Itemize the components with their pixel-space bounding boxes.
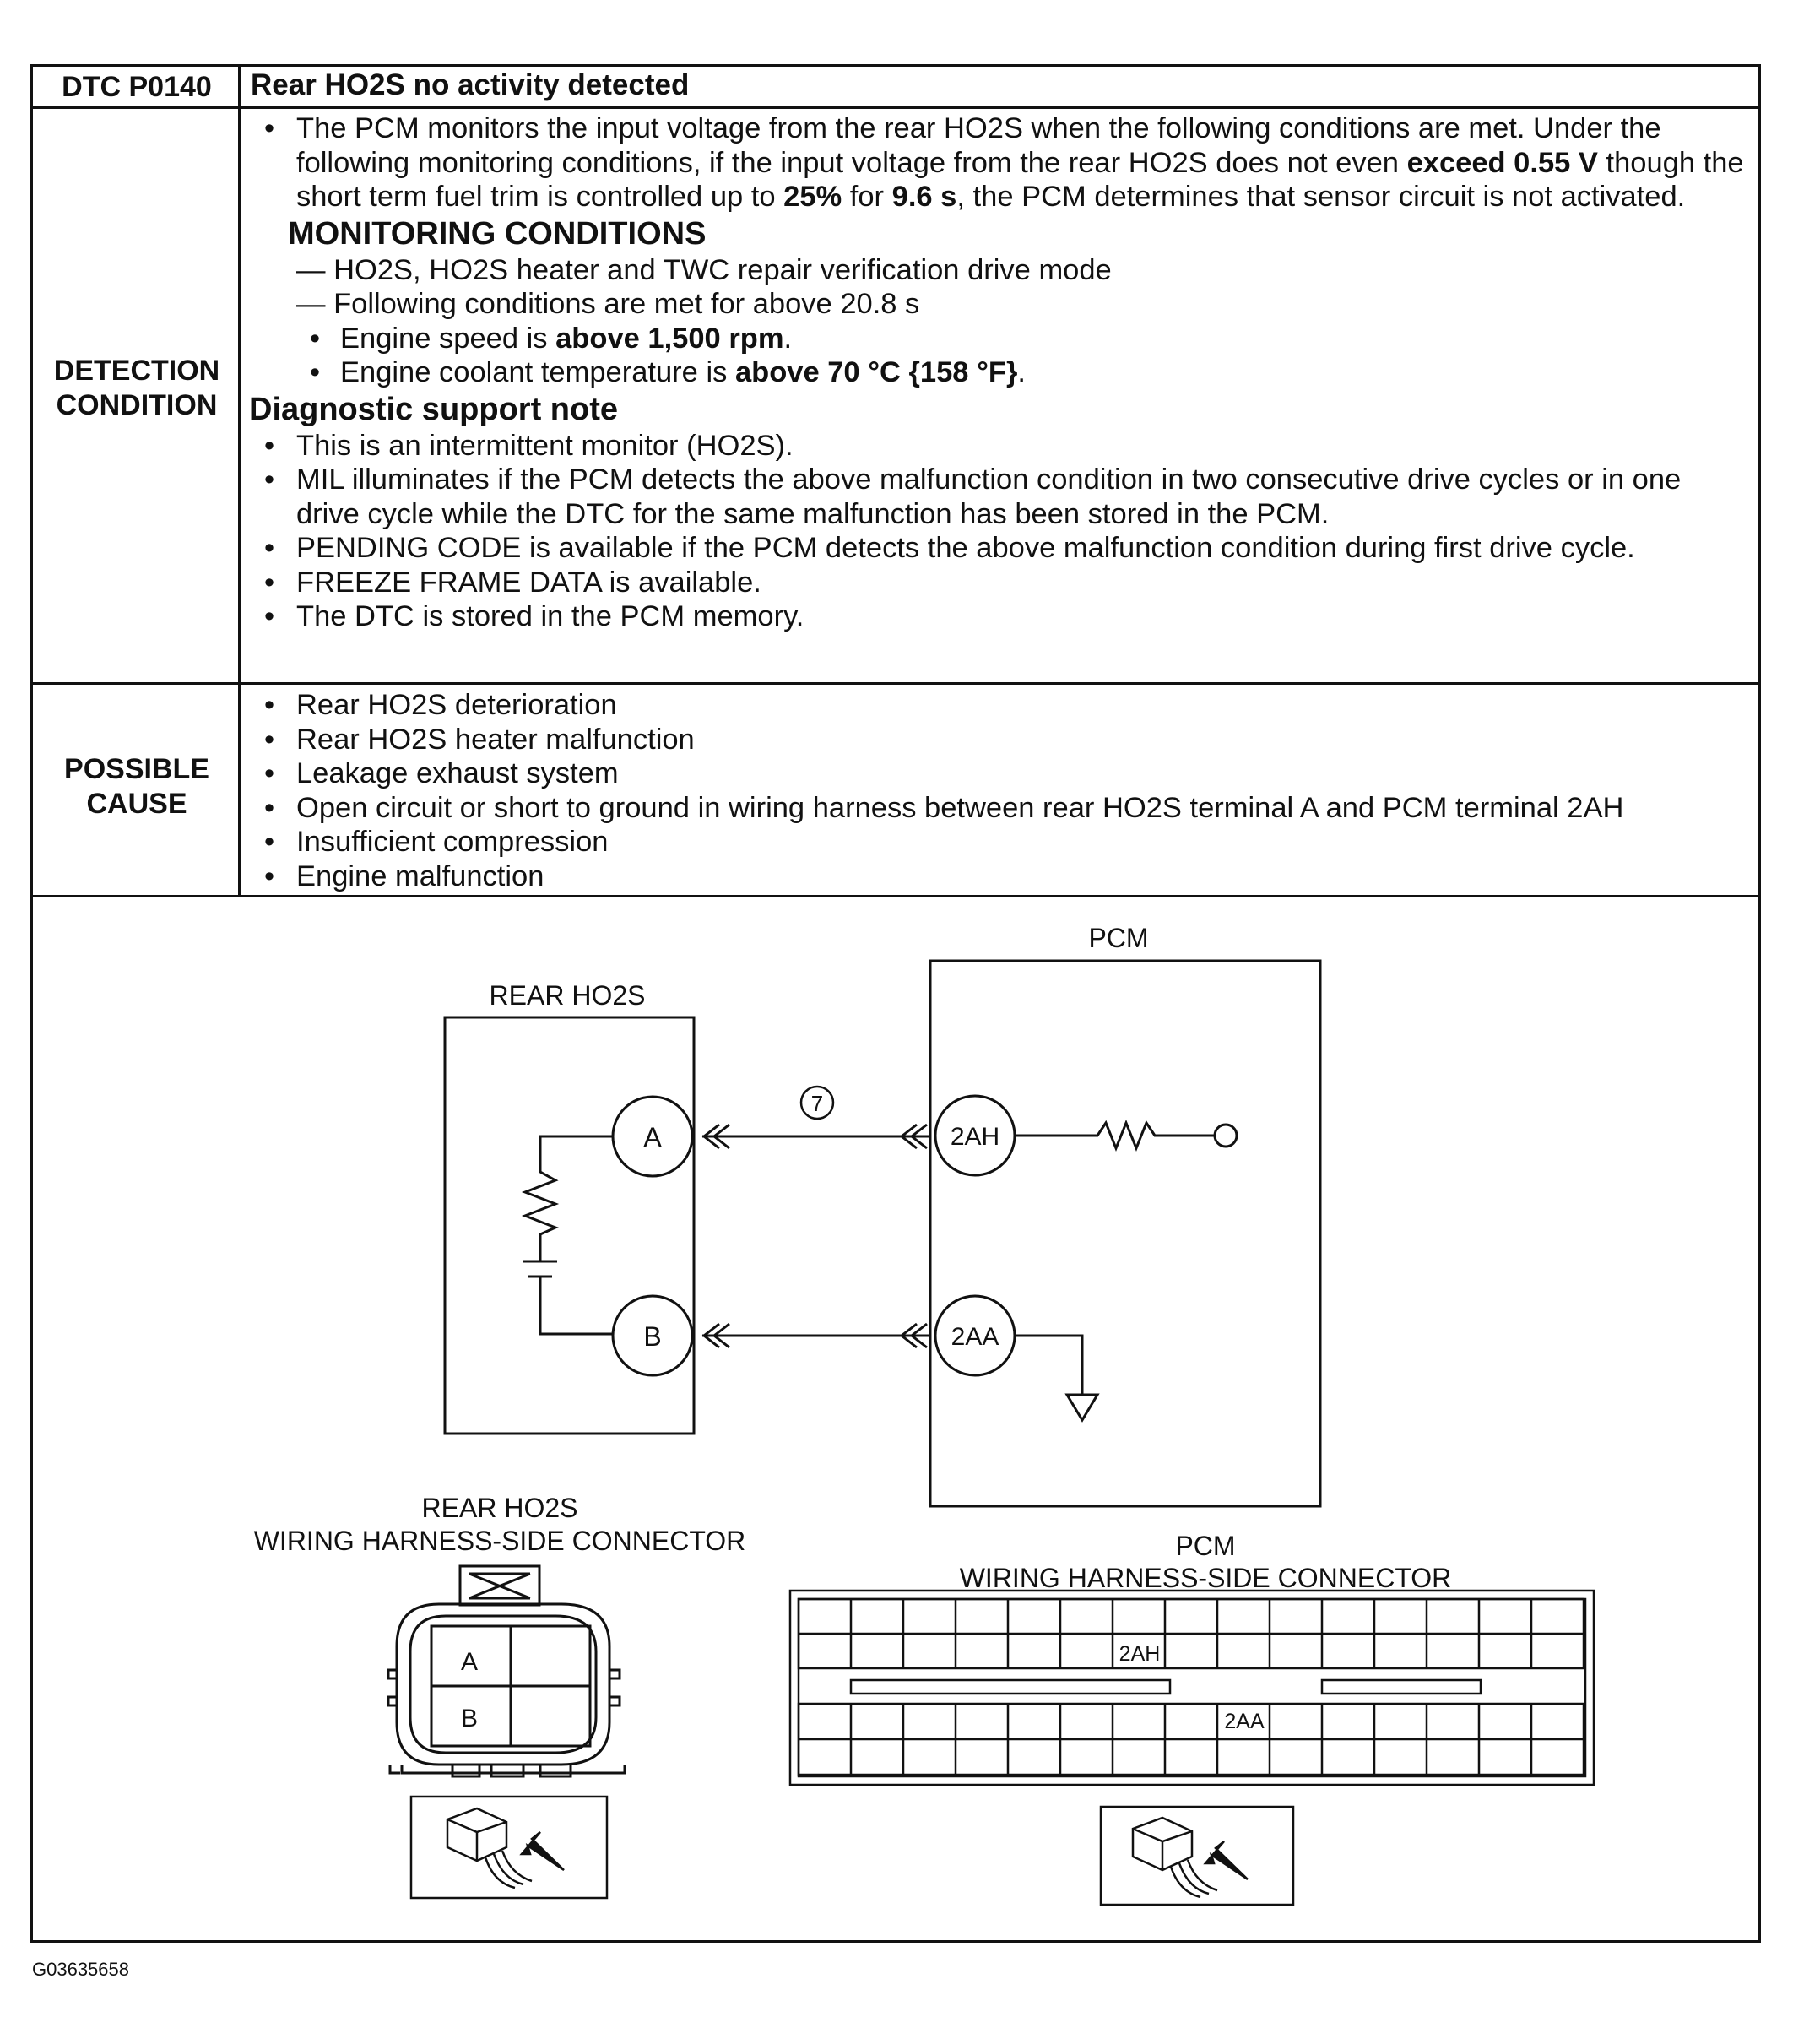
diag-heading: Diagnostic support note bbox=[249, 391, 618, 427]
pcm-conn-title-2: WIRING HARNESS-SIDE CONNECTOR bbox=[959, 1563, 1452, 1593]
connector-wires-icon bbox=[485, 1851, 532, 1888]
sensor-conn-bottom-tabs bbox=[390, 1765, 625, 1776]
engine-speed-prefix: Engine speed is bbox=[340, 322, 556, 355]
pcm-conn-slot-right bbox=[1322, 1680, 1481, 1694]
intro-threshold: exceed 0.55 V bbox=[1406, 146, 1598, 179]
pcm-internal-resistor bbox=[1015, 1123, 1214, 1148]
detection-label-line1: DETECTION bbox=[53, 355, 220, 387]
pcm-conn-outer bbox=[790, 1591, 1594, 1785]
cause-label-line2: CAUSE bbox=[86, 788, 187, 820]
coolant-prefix: Engine coolant temperature is bbox=[340, 356, 735, 388]
sensor-heater-resistor bbox=[523, 1136, 613, 1334]
engine-speed-value: above 1,500 rpm bbox=[555, 322, 784, 355]
pcm-conn-inner bbox=[799, 1599, 1585, 1776]
pcm-ground bbox=[1015, 1336, 1097, 1420]
sensor-box bbox=[445, 1017, 694, 1434]
sensor-conn-inner bbox=[410, 1616, 596, 1753]
wire-number: 7 bbox=[810, 1091, 824, 1116]
pcm-conn-pin-2ah: 2AH bbox=[1119, 1642, 1161, 1666]
sensor-conn-title-1: REAR HO2S bbox=[421, 1493, 578, 1523]
connector-body-icon bbox=[447, 1808, 506, 1861]
sensor-terminal-a-label: A bbox=[643, 1122, 662, 1152]
conn-pin-a: A bbox=[460, 1648, 479, 1676]
connector-wires-icon bbox=[1171, 1860, 1217, 1897]
note-item: • PENDING CODE is available if the PCM detects the above malfunction condition during first drive cycle. bbox=[246, 531, 1750, 566]
sensor-conn-side-tabs bbox=[388, 1670, 620, 1705]
pcm-conn-title-1: PCM bbox=[1175, 1531, 1236, 1561]
figure-id: G03635658 bbox=[32, 1959, 129, 1980]
dtc-title: Rear HO2S no activity detected bbox=[251, 68, 690, 101]
sensor-view-icon-frame bbox=[411, 1797, 607, 1898]
intro-text-2: though the short term fuel trim is controlled up to bbox=[296, 146, 1744, 213]
pcm-title: PCM bbox=[1088, 923, 1149, 953]
pcm-connector-face bbox=[790, 1591, 1594, 1785]
note-item: • FREEZE FRAME DATA is available. bbox=[246, 566, 1750, 600]
cause-label-line1: POSSIBLE bbox=[64, 753, 209, 785]
note-item: • The DTC is stored in the PCM memory. bbox=[246, 599, 1750, 634]
mode-line: — HO2S, HO2S heater and TWC repair verification drive mode bbox=[296, 253, 1112, 286]
detection-label-line2: CONDITION bbox=[56, 389, 218, 421]
following-line: — Following conditions are met for above 20.8 s bbox=[296, 288, 920, 320]
sensor-connector-face bbox=[388, 1566, 625, 1776]
note-item: • This is an intermittent monitor (HO2S). bbox=[246, 429, 1750, 464]
sensor-view-icon bbox=[447, 1808, 564, 1888]
connector-body-icon bbox=[1133, 1818, 1192, 1870]
sensor-conn-title-2: WIRING HARNESS-SIDE CONNECTOR bbox=[253, 1526, 746, 1556]
cause-item: • Engine malfunction bbox=[246, 859, 1750, 894]
pcm-voltage-terminal bbox=[1215, 1125, 1237, 1147]
monitoring-heading: MONITORING CONDITIONS bbox=[288, 215, 707, 252]
view-arrow-icon bbox=[522, 1832, 564, 1870]
pcm-conn-slot-left bbox=[851, 1680, 1170, 1694]
sensor-terminal-b-label: B bbox=[643, 1321, 662, 1352]
cause-item: • Open circuit or short to ground in wiring harness between rear HO2S terminal A and PCM terminal 2AH bbox=[246, 791, 1750, 826]
conn-pin-b: B bbox=[460, 1705, 479, 1732]
pcm-view-icon bbox=[1133, 1818, 1248, 1897]
pcm-terminal-2ah-label: 2AH bbox=[950, 1123, 1000, 1151]
pcm-box bbox=[930, 961, 1320, 1506]
intro-text-4: , the PCM determines that sensor circuit is not activated. bbox=[956, 181, 1686, 213]
intro-trim: 25% bbox=[783, 181, 842, 213]
coolant-value: above 70 °C {158 °F} bbox=[734, 356, 1018, 388]
sensor-title: REAR HO2S bbox=[489, 980, 646, 1011]
note-item: • MIL illuminates if the PCM detects the above malfunction condition in two consecutive drive cycles or in one drive cycle while the DTC for the same malfunction has been stored in the PCM. bbox=[246, 463, 1750, 531]
intro-time: 9.6 s bbox=[891, 181, 957, 213]
cause-item: • Rear HO2S heater malfunction bbox=[246, 723, 1750, 757]
cause-item: • Rear HO2S deterioration bbox=[246, 688, 1750, 723]
coolant-suffix: . bbox=[1017, 356, 1026, 388]
engine-speed-suffix: . bbox=[783, 322, 793, 355]
view-arrow-icon bbox=[1205, 1841, 1248, 1879]
pcm-view-icon-frame bbox=[1101, 1807, 1293, 1905]
pcm-terminal-2aa-label: 2AA bbox=[951, 1323, 999, 1351]
cause-item: • Insufficient compression bbox=[246, 825, 1750, 859]
intro-text-3: for bbox=[842, 181, 892, 213]
sensor-conn-latch-x bbox=[469, 1574, 530, 1598]
dtc-code: DTC P0140 bbox=[62, 71, 212, 103]
pcm-conn-pin-2aa: 2AA bbox=[1224, 1710, 1265, 1733]
sensor-conn-outer bbox=[397, 1604, 609, 1765]
sensor-conn-dividers bbox=[431, 1626, 590, 1746]
intro-text-1: The PCM monitors the input voltage from the rear HO2S when the following conditions are met. Under the following monitoring conditions, if the input voltage from the rear HO2S does not even bbox=[296, 112, 1661, 179]
cause-item: • Leakage exhaust system bbox=[246, 756, 1750, 791]
